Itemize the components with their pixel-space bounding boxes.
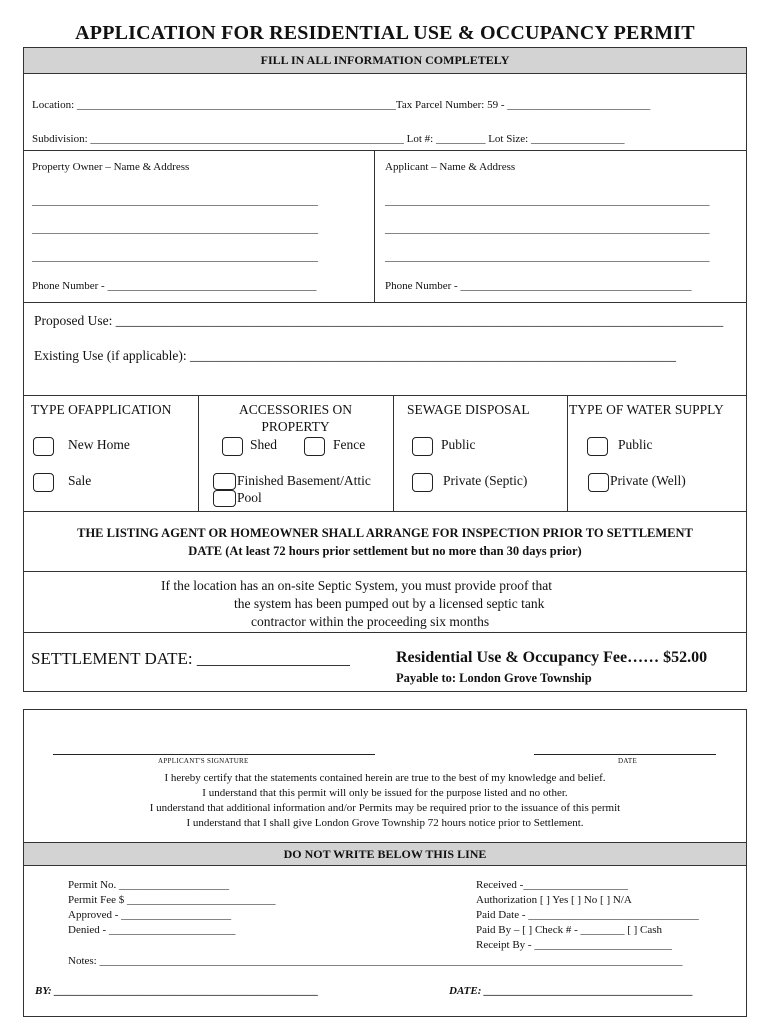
applicant-label: Applicant – Name & Address: [385, 161, 516, 173]
septic-notice-line-2: the system has been pumped out by a licensed septic tank: [234, 596, 545, 611]
notes-field[interactable]: Notes: __________________________________________________________________________________________________________: [68, 955, 683, 967]
sewage-disposal-header: SEWAGE DISPOSAL: [407, 402, 530, 417]
divider: [567, 395, 568, 511]
certification-line-1: I hereby certify that the statements contained herein are true to the best of my knowledge and belief.: [164, 772, 606, 784]
owner-label: Property Owner – Name & Address: [32, 161, 190, 173]
denied-field[interactable]: Denied - _______________________: [68, 924, 236, 936]
divider: [23, 150, 747, 151]
septic-notice-line-3: contractor within the proceeding six months: [251, 614, 490, 629]
certification-line-3: I understand that additional information and/or Permits may be required prior to the issuance of this permit: [149, 802, 621, 814]
proposed-use-field[interactable]: Proposed Use: __________________________________________________________________________________________: [34, 313, 724, 328]
water-supply-header: TYPE OF WATER SUPPLY: [569, 402, 724, 417]
shed-label: Shed: [250, 437, 277, 452]
approved-field[interactable]: Approved - ____________________: [68, 909, 232, 921]
sale-label: Sale: [68, 473, 92, 488]
permit-number-field[interactable]: Permit No. ____________________: [68, 879, 230, 891]
page-title: APPLICATION FOR RESIDENTIAL USE & OCCUPANCY PERMIT: [75, 22, 695, 44]
water-public-checkbox[interactable]: [587, 437, 608, 456]
certification-line-4: I understand that I shall give London Grove Township 72 hours notice prior to Settlement.: [186, 817, 584, 829]
divider: [23, 395, 747, 396]
settlement-date-field[interactable]: SETTLEMENT DATE: __________________: [31, 649, 350, 668]
paid-by-field[interactable]: Paid By – [ ] Check # - ________ [ ] Cash: [476, 924, 663, 936]
water-private-checkbox[interactable]: [588, 473, 609, 492]
accessories-header-line-1: ACCESSORIES ON: [239, 402, 352, 417]
finished-basement-label: Finished Basement/Attic: [237, 473, 371, 488]
new-home-checkbox[interactable]: [33, 437, 54, 456]
divider: [23, 302, 747, 303]
water-private-label: Private (Well): [610, 473, 686, 488]
subdivision-field[interactable]: Subdivision: _________________________________________________________ Lot #: _________ Lot Size: _________________: [32, 133, 625, 145]
sale-checkbox[interactable]: [33, 473, 54, 492]
paid-date-field[interactable]: Paid Date - _______________________________: [476, 909, 699, 921]
signature-date-label: DATE: [618, 757, 638, 765]
sewage-public-checkbox[interactable]: [412, 437, 433, 456]
fill-in-banner: [23, 47, 747, 74]
sewage-private-checkbox[interactable]: [412, 473, 433, 492]
applicant-signature-label: APPLICANT'S SIGNATURE: [158, 757, 249, 765]
existing-use-field[interactable]: Existing Use (if applicable): ________________________________________________________________________: [34, 348, 676, 363]
water-public-label: Public: [618, 437, 653, 452]
owner-address-line-2[interactable]: ____________________________________________________: [32, 223, 318, 235]
office-use-banner-text: DO NOT WRITE BELOW THIS LINE: [283, 847, 487, 861]
accessories-header-line-2: PROPERTY: [261, 419, 330, 434]
owner-address-line-3[interactable]: ____________________________________________________: [32, 251, 318, 263]
payable-to: Payable to: London Grove Township: [396, 671, 592, 685]
new-home-label: New Home: [68, 437, 130, 452]
applicant-address-line-3[interactable]: ___________________________________________________________: [385, 251, 710, 263]
authorization-field[interactable]: Authorization [ ] Yes [ ] No [ ] N/A: [476, 894, 632, 906]
applicant-phone-field[interactable]: Phone Number - __________________________________________: [385, 280, 692, 292]
sewage-public-label: Public: [441, 437, 476, 452]
permit-fee-field[interactable]: Permit Fee $ ___________________________: [68, 894, 276, 906]
certification-line-2: I understand that this permit will only be issued for the purpose listed and no other.: [202, 787, 568, 799]
divider: [374, 150, 375, 302]
divider: [23, 511, 747, 512]
pool-label: Pool: [237, 490, 262, 505]
fill-in-banner-text: FILL IN ALL INFORMATION COMPLETELY: [260, 53, 510, 67]
receipt-by-field[interactable]: Receipt By - _________________________: [476, 939, 672, 951]
septic-notice-line-1: If the location has an on-site Septic System, you must provide proof that: [161, 578, 553, 593]
sewage-private-label: Private (Septic): [443, 473, 528, 488]
divider: [393, 395, 394, 511]
pool-checkbox[interactable]: [213, 490, 236, 507]
inspection-notice-line-2: DATE (At least 72 hours prior settlement but no more than 30 days prior): [188, 544, 582, 558]
divider: [23, 632, 747, 633]
office-use-banner: [23, 842, 747, 866]
occupancy-fee: Residential Use & Occupancy Fee…… $52.00: [396, 649, 708, 666]
fence-checkbox[interactable]: [304, 437, 325, 456]
signature-date-line[interactable]: [534, 754, 716, 755]
inspection-notice-line-1: THE LISTING AGENT OR HOMEOWNER SHALL ARRANGE FOR INSPECTION PRIOR TO SETTLEMENT: [77, 526, 693, 540]
location-field[interactable]: Location: __________________________________________________________Tax Parcel Number: 59 - __________________________: [32, 99, 651, 111]
owner-phone-field[interactable]: Phone Number - ______________________________________: [32, 280, 317, 292]
divider: [23, 571, 747, 572]
finished-basement-checkbox[interactable]: [213, 473, 236, 490]
type-of-application-header: TYPE OFAPPLICATION: [31, 402, 172, 417]
applicant-address-line-2[interactable]: ___________________________________________________________: [385, 223, 710, 235]
by-field[interactable]: BY: ________________________________________________: [35, 985, 319, 997]
shed-checkbox[interactable]: [222, 437, 243, 456]
owner-address-line-1[interactable]: ____________________________________________________: [32, 195, 318, 207]
received-field[interactable]: Received -___________________: [476, 879, 628, 891]
office-date-field[interactable]: DATE: ______________________________________: [449, 985, 694, 997]
fence-label: Fence: [333, 437, 366, 452]
applicant-address-line-1[interactable]: ___________________________________________________________: [385, 195, 710, 207]
applicant-signature-line[interactable]: [53, 754, 375, 755]
